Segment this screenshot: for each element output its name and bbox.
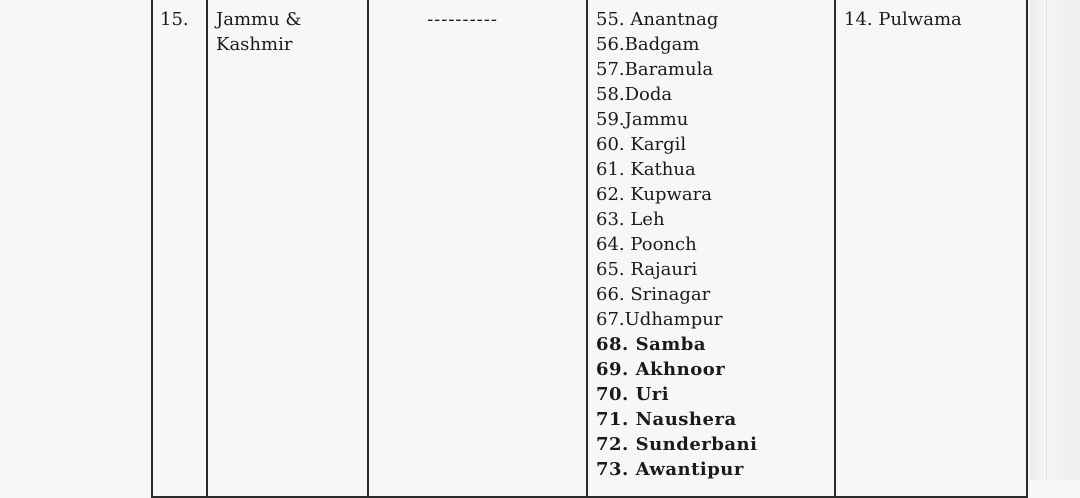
district-item: 72. Sunderbani [596,434,758,455]
extra-district-cell [835,0,1027,497]
district-item: 71. Naushera [596,409,737,430]
districts-cell [587,0,835,497]
district-item: 57.Baramula [596,59,714,80]
dash-cell [368,0,587,497]
district-item: 58.Doda [596,84,673,105]
district-item: 63. Leh [596,209,665,230]
district-item: 67.Udhampur [596,309,723,330]
district-item: 62. Kupwara [596,184,712,205]
district-item: 66. Srinagar [596,284,711,305]
district-item: 55. Anantnag [596,9,719,30]
district-item: 64. Poonch [596,234,697,255]
state-name-line: Kashmir [216,34,293,55]
district-item: 60. Kargil [596,134,687,155]
district-item: 65. Rajauri [596,259,698,280]
page-edge [1030,0,1080,480]
page-edge-line [1046,0,1047,480]
state-name [208,0,367,57]
state-name-line: Jammu & [216,9,302,30]
district-item: 73. Awantipur [596,459,744,480]
district-list [588,0,834,482]
district-item: 68. Samba [596,334,707,355]
empty-placeholder: ---------- [427,9,498,30]
state-cell [207,0,368,497]
district-item: 56.Badgam [596,34,700,55]
district-table [151,0,1028,498]
district-item: 59.Jammu [596,109,689,130]
serial-cell [152,0,207,497]
district-item: 69. Akhnoor [596,359,726,380]
district-item: 70. Uri [596,384,670,405]
district-item: 61. Kathua [596,159,696,180]
serial-number: 15. [160,9,189,30]
table-row [152,0,1027,497]
extra-district: 14. Pulwama [844,9,962,30]
